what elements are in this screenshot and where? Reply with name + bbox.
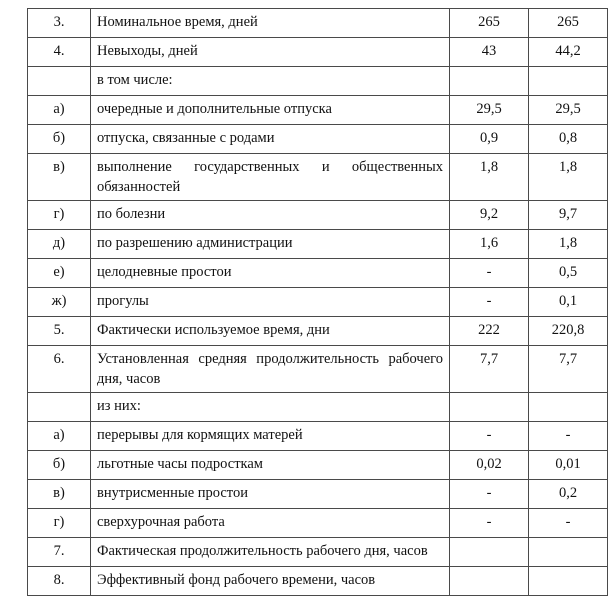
table-row: [28, 201, 608, 230]
row-number-cell: а): [28, 422, 91, 451]
table-row: [28, 96, 608, 125]
table-row: [28, 125, 608, 154]
table-row: [28, 230, 608, 259]
row-number-cell: 6.: [28, 346, 91, 393]
table-row: [28, 288, 608, 317]
row-number-cell: а): [28, 96, 91, 125]
row-number-cell: 4.: [28, 38, 91, 67]
row-label-cell: льготные часы подросткам: [91, 451, 450, 480]
row-label-cell: по разрешению администрации: [91, 230, 450, 259]
table-body: [28, 9, 608, 596]
value-cell-1: 29,5: [450, 96, 529, 125]
row-number-cell: в): [28, 480, 91, 509]
value-cell-1: [450, 567, 529, 596]
row-label-cell: отпуска, связанные с родами: [91, 125, 450, 154]
row-number-cell: 8.: [28, 567, 91, 596]
value-cell-1: 1,8: [450, 154, 529, 201]
value-cell-1: -: [450, 509, 529, 538]
row-label-cell: в том числе:: [91, 67, 450, 96]
value-cell-2: -: [529, 509, 608, 538]
row-number-cell: г): [28, 509, 91, 538]
table-row: [28, 422, 608, 451]
value-cell-1: 7,7: [450, 346, 529, 393]
value-cell-1: 265: [450, 9, 529, 38]
table-row: [28, 393, 608, 422]
value-cell-1: -: [450, 422, 529, 451]
row-label-cell: Номинальное время, дней: [91, 9, 450, 38]
row-label-cell: внутрисменные простои: [91, 480, 450, 509]
value-cell-2: 1,8: [529, 230, 608, 259]
value-cell-2: 9,7: [529, 201, 608, 230]
row-number-cell: [28, 393, 91, 422]
row-number-cell: в): [28, 154, 91, 201]
value-cell-1: -: [450, 259, 529, 288]
row-number-cell: 3.: [28, 9, 91, 38]
row-number-cell: е): [28, 259, 91, 288]
table-row: [28, 317, 608, 346]
row-number-cell: ж): [28, 288, 91, 317]
value-cell-2: 0,5: [529, 259, 608, 288]
row-label-cell: Установленная средняя продолжительность рабочего дня, часов: [91, 346, 450, 393]
value-cell-2: 44,2: [529, 38, 608, 67]
row-label-cell: очередные и дополнительные отпуска: [91, 96, 450, 125]
table-row: [28, 509, 608, 538]
value-cell-2: -: [529, 422, 608, 451]
table-row: [28, 480, 608, 509]
working-time-table: [27, 8, 608, 596]
value-cell-2: 265: [529, 9, 608, 38]
value-cell-2: 29,5: [529, 96, 608, 125]
row-label-cell: Фактически используемое время, дни: [91, 317, 450, 346]
value-cell-1: [450, 67, 529, 96]
value-cell-1: [450, 538, 529, 567]
row-label-cell: Эффективный фонд рабочего времени, часов: [91, 567, 450, 596]
table-row: [28, 154, 608, 201]
value-cell-1: 43: [450, 38, 529, 67]
row-number-cell: б): [28, 125, 91, 154]
row-number-cell: 7.: [28, 538, 91, 567]
table-row: [28, 67, 608, 96]
row-label-cell: прогулы: [91, 288, 450, 317]
value-cell-2: 0,8: [529, 125, 608, 154]
row-number-cell: д): [28, 230, 91, 259]
value-cell-1: -: [450, 480, 529, 509]
table-row: [28, 567, 608, 596]
row-number-cell: 5.: [28, 317, 91, 346]
row-label-cell: из них:: [91, 393, 450, 422]
table-row: [28, 9, 608, 38]
table-row: [28, 38, 608, 67]
row-label-cell: выполнение государственных и общественных обязанностей: [91, 154, 450, 201]
value-cell-2: 0,01: [529, 451, 608, 480]
row-label-cell: Невыходы, дней: [91, 38, 450, 67]
value-cell-2: 1,8: [529, 154, 608, 201]
value-cell-2: 0,2: [529, 480, 608, 509]
value-cell-1: 9,2: [450, 201, 529, 230]
value-cell-2: [529, 538, 608, 567]
document-table-container: [27, 8, 608, 596]
row-number-cell: г): [28, 201, 91, 230]
row-label-cell: Фактическая продолжительность рабочего дня, часов: [91, 538, 450, 567]
row-label-cell: целодневные простои: [91, 259, 450, 288]
value-cell-2: [529, 567, 608, 596]
value-cell-2: 0,1: [529, 288, 608, 317]
row-number-cell: б): [28, 451, 91, 480]
value-cell-1: 222: [450, 317, 529, 346]
row-number-cell: [28, 67, 91, 96]
table-row: [28, 538, 608, 567]
value-cell-1: 0,02: [450, 451, 529, 480]
value-cell-1: -: [450, 288, 529, 317]
value-cell-2: [529, 393, 608, 422]
value-cell-1: 0,9: [450, 125, 529, 154]
row-label-cell: перерывы для кормящих матерей: [91, 422, 450, 451]
value-cell-2: 220,8: [529, 317, 608, 346]
table-row: [28, 346, 608, 393]
table-row: [28, 259, 608, 288]
value-cell-2: 7,7: [529, 346, 608, 393]
table-row: [28, 451, 608, 480]
row-label-cell: по болезни: [91, 201, 450, 230]
value-cell-2: [529, 67, 608, 96]
value-cell-1: 1,6: [450, 230, 529, 259]
value-cell-1: [450, 393, 529, 422]
row-label-cell: сверхурочная работа: [91, 509, 450, 538]
